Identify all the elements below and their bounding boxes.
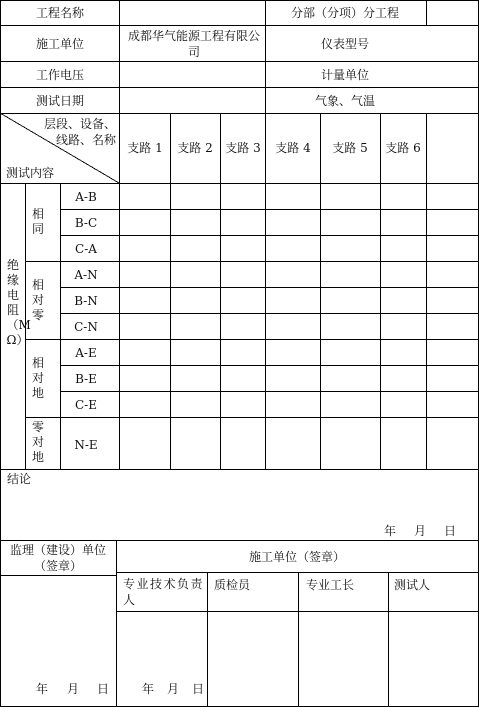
group-label: 零对地	[31, 420, 44, 464]
supervisor-sign-label: 监理（建设）单位（签章）	[9, 543, 106, 573]
branch-header: 支路 2	[177, 141, 213, 155]
row-label: N-E	[74, 438, 98, 452]
branch-header: 支路 5	[332, 141, 368, 155]
sign-date-day: 日	[97, 682, 110, 696]
role-label: 质检员	[214, 578, 251, 592]
row-label: B-C	[74, 216, 98, 230]
sign-date-day: 日	[192, 682, 205, 696]
branch-header: 支路 3	[225, 141, 261, 155]
diag-bottom-label: 测试内容	[6, 166, 55, 180]
group-label: 相同	[31, 207, 44, 236]
sign-date-month: 月	[67, 682, 80, 696]
row-label: C-A	[75, 242, 97, 256]
sign-date-year: 年	[36, 682, 49, 696]
diag-top-label: 层段、设备、线路、名称	[43, 117, 116, 147]
conclusion-label: 结论	[7, 472, 32, 486]
branch-header: 支路 6	[385, 141, 421, 155]
row-label: C-E	[75, 398, 97, 412]
subproject-label: 分部（分项）分工程	[290, 6, 400, 20]
project-name-label: 工程名称	[35, 6, 85, 20]
date-month: 月	[414, 524, 427, 538]
voltage-label: 工作电压	[35, 68, 85, 82]
construction-unit-value: 成都华气能源工程有限公司	[127, 29, 260, 59]
group-label: 相对零	[31, 278, 44, 322]
sign-date-month: 月	[167, 682, 180, 696]
row-label: B-N	[74, 294, 98, 308]
instrument-model-label: 仪表型号	[320, 37, 370, 51]
role-label: 专业工长	[306, 578, 355, 592]
weather-label: 气象、气温	[314, 94, 376, 108]
row-label: C-N	[74, 320, 98, 334]
row-label: A-N	[74, 268, 98, 282]
group-label: 相对地	[31, 356, 44, 400]
role-label: 测试人	[394, 578, 431, 592]
row-label: A-E	[75, 346, 97, 360]
sign-date-year: 年	[142, 682, 155, 696]
contractor-sign-label: 施工单位（签章）	[248, 550, 346, 564]
branch-header: 支路 1	[127, 141, 163, 155]
insulation-title: 绝缘电阻（MΩ）	[6, 258, 31, 347]
test-date-label: 测试日期	[35, 94, 85, 108]
role-label: 专业技术负责人	[123, 577, 205, 607]
measure-unit-label: 计量单位	[320, 68, 370, 82]
row-label: B-E	[75, 372, 97, 386]
branch-header: 支路 4	[275, 141, 311, 155]
date-day: 日	[444, 524, 457, 538]
construction-unit-label: 施工单位	[35, 37, 85, 51]
date-year: 年	[384, 524, 397, 538]
row-label: A-B	[75, 190, 97, 204]
